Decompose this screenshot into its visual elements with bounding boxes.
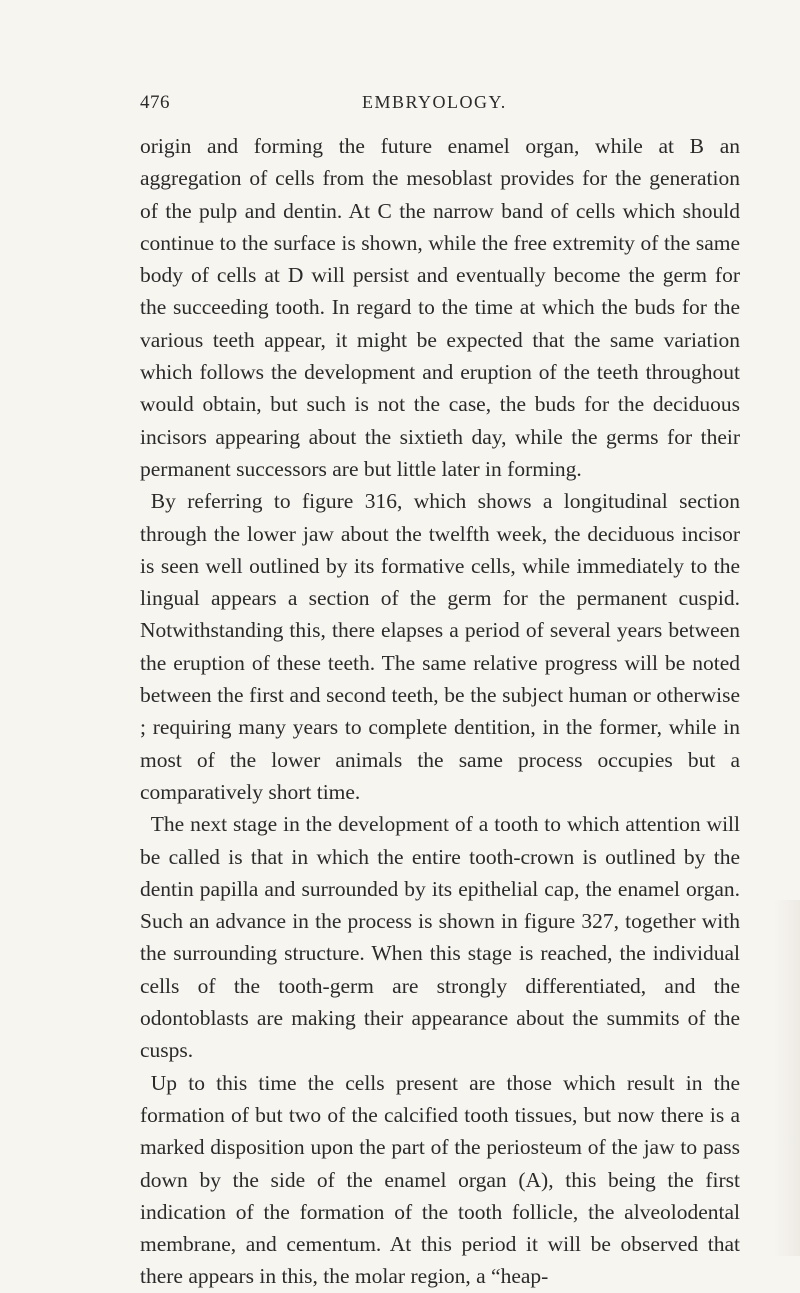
paragraph: The next stage in the development of a tooth to which attention will be called is that in which the entire tooth-crown is outlined by the dentin papilla and surrounded by its epithelial cap, the enamel organ. Such an advance in the process is shown in figure 327, together with the surrounding structure. When this stage is reached, the individual cells of the tooth-germ are strongly differentiated, and the odontoblasts are making their appearance about the summits of the cusps. <box>140 812 740 1063</box>
paragraph: Up to this time the cells present are those which result in the formation of but two of the calcified tooth tissues, but now there is a marked disposition upon the part of the periosteum of the jaw to pass down by the side of the enamel organ (A), this being the first indication of the formation of the tooth follicle, the alveolodental membrane, and cementum. At this period it will be observed that there appears in this, the molar region, a “heap- <box>140 1070 740 1289</box>
body-text <box>140 130 740 1293</box>
running-head: EMBRYOLOGY. <box>362 92 507 112</box>
paragraph: By referring to figure 316, which shows a longitudinal section through the lower jaw about the twelfth week, the deciduous incisor is seen well outlined by its formative cells, while immediately to the lingual appears a section of the germ for the permanent cuspid. Notwithstanding this, there elapses a period of several years between the eruption of these teeth. The same relative progress will be noted between the first and second teeth, be the subject human or otherwise ; requiring many years to complete dentition, in the former, while in most of the lower animals the same process occupies but a comparatively short time. <box>140 489 740 804</box>
page-number: 476 <box>140 92 170 113</box>
page-edge-shading <box>774 900 800 1256</box>
page-header <box>0 92 800 122</box>
paragraph: origin and forming the future enamel organ, while at B an aggregation of cells from the mesoblast provides for the generation of the pulp and dentin. At C the narrow band of cells which should continue to the surface is shown, while the free extremity of the same body of cells at D will persist and eventually become the germ for the succeeding tooth. In regard to the time at which the buds for the various teeth appear, it might be expected that the same variation which follows the development and eruption of the teeth throughout would obtain, but such is not the case, the buds for the deciduous incisors appearing about the sixtieth day, while the germs for their permanent successors are but little later in forming. <box>140 134 740 481</box>
